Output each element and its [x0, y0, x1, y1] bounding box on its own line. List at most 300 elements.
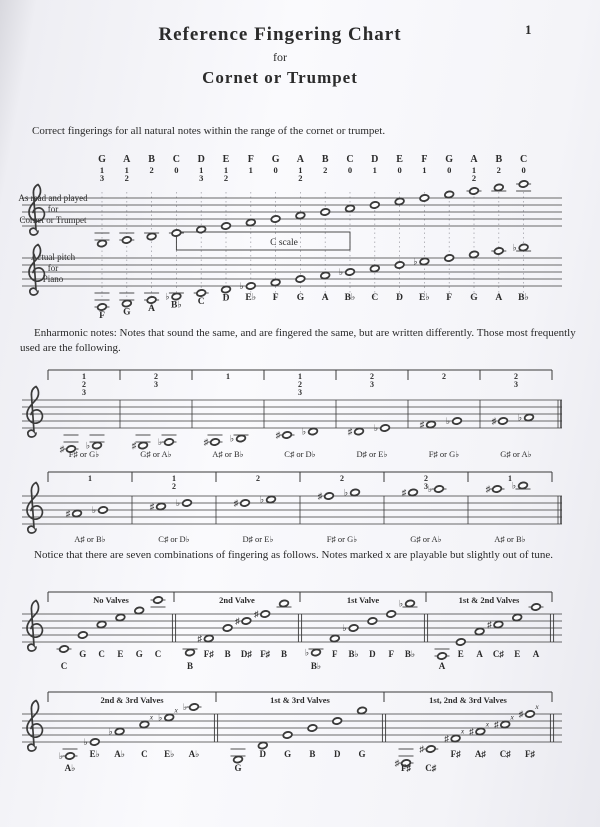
note-letter: F♯: [401, 763, 411, 773]
flat-accidental: ♭: [157, 437, 163, 448]
note-letter: A: [470, 154, 478, 165]
fingering-number: 2: [172, 482, 176, 491]
piano-note-letter: B♭: [344, 293, 356, 303]
whole-note: [139, 721, 149, 729]
whole-note: [525, 710, 535, 718]
note-letter: B♭: [404, 649, 416, 659]
whole-note: [419, 194, 429, 202]
note-letter: E: [117, 649, 124, 659]
valve-group-label: 1st & 3rd Valves: [270, 695, 330, 705]
out-of-tune-x: x: [460, 726, 465, 736]
note-letter: C♯: [425, 763, 437, 773]
piano-note-letter: G: [470, 293, 478, 303]
fingering-number: 2: [124, 173, 129, 183]
sharp-accidental: ♯: [233, 498, 239, 509]
whole-note: [350, 489, 360, 497]
enharmonic-label: G♯ or A♭: [140, 449, 172, 459]
note-letter: G: [445, 154, 454, 165]
whole-note: [444, 191, 454, 199]
note-letter: F: [247, 154, 254, 165]
whole-note: [134, 607, 144, 615]
fingering-number: 1: [471, 165, 477, 175]
note-letter: A: [532, 649, 540, 659]
enharmonic-text: [20, 326, 576, 356]
whole-note: [370, 265, 380, 273]
whole-note: [236, 435, 246, 443]
whole-note: [494, 184, 504, 192]
note-letter: C: [154, 649, 162, 659]
whole-note: [147, 296, 157, 304]
enharmonic-label: C♯ or D♭: [284, 449, 316, 459]
flat-accidental: ♭: [427, 484, 433, 495]
whole-note: [332, 717, 342, 725]
note-letter: E♭: [89, 749, 100, 759]
piano-note-letter: G: [123, 307, 131, 318]
whole-note: [97, 240, 107, 248]
whole-note: [196, 289, 206, 297]
flat-accidental: ♭: [512, 242, 517, 253]
valve-group-label: 2nd Valve: [219, 595, 255, 605]
fingering-number: 1: [422, 165, 427, 175]
fingering-number: 2: [82, 380, 86, 389]
fingering-number: 0: [521, 165, 526, 175]
flat-accidental: ♭: [517, 412, 523, 423]
fingering-number: 3: [154, 380, 158, 389]
out-of-tune-x: x: [510, 712, 514, 722]
whole-note: [78, 631, 88, 639]
sharp-accidental: ♯: [149, 501, 155, 512]
note-letter: A♭: [114, 749, 125, 759]
whole-note: [434, 485, 444, 493]
whole-note: [419, 258, 429, 266]
fingering-number: 1: [226, 372, 230, 381]
enharmonic-label: G♯ or A♭: [500, 449, 532, 459]
enharmonic-label: A♯ or B♭: [74, 534, 106, 544]
whole-note: [320, 208, 330, 216]
whole-note: [367, 617, 377, 625]
flat-accidental: ♭: [85, 440, 91, 451]
fingering-number: 1: [223, 165, 229, 175]
page-title-instrument: Cornet or Trumpet: [202, 68, 358, 87]
enharmonic-label: D♯ or E♭: [356, 449, 388, 459]
note-letter: G: [284, 749, 292, 759]
fingering-number: 0: [397, 165, 402, 175]
fingering-number: 1: [298, 372, 302, 381]
flat-accidental: ♭: [239, 281, 244, 292]
enharmonic-label: G♯ or A♭: [410, 534, 442, 544]
enharmonic-label: F♯ or G♭: [326, 534, 358, 544]
staff-label-line: As read and played: [18, 193, 88, 203]
whole-note: [271, 279, 281, 287]
note-letter: G: [358, 749, 366, 759]
fingering-number: 2: [298, 173, 303, 183]
note-letter: B: [224, 649, 231, 659]
sharp-accidental: ♯: [401, 487, 407, 498]
note-letter: C: [519, 154, 528, 165]
staff-label-line: Cornet or Trumpet: [19, 215, 87, 225]
note-letter: A: [123, 154, 131, 165]
piano-note-letter: A: [495, 293, 503, 303]
whole-note: [271, 215, 281, 223]
note-letter: G: [79, 649, 87, 659]
flat-accidental: ♭: [338, 267, 344, 278]
out-of-tune-x: x: [174, 705, 178, 715]
piano-note-letter: F: [446, 293, 453, 303]
flat-accidental: ♭: [182, 702, 188, 713]
enharmonic-staff-2-figure: [0, 466, 600, 550]
enharmonic-label: A♯ or B♭: [212, 449, 244, 459]
sharp-accidental: ♯: [444, 733, 449, 744]
whole-note: [357, 707, 367, 715]
sharp-accidental: ♯: [317, 491, 323, 502]
fingering-number: 1: [298, 165, 303, 175]
sharp-accidental: ♯: [487, 619, 492, 630]
sharp-accidental: ♯: [235, 616, 240, 627]
piano-note-letter: E♭: [418, 293, 430, 303]
fingering-number: 2: [442, 372, 446, 381]
whole-note: [492, 485, 502, 493]
fingering-number: 3: [199, 173, 204, 183]
staff-label-line: Actual pitch: [30, 252, 76, 262]
whole-note: [65, 752, 75, 760]
whole-note: [282, 431, 292, 439]
enharmonic-lead: Enharmonic notes:: [34, 327, 117, 339]
whole-note: [469, 187, 479, 195]
sharp-accidental: ♯: [491, 416, 497, 427]
staff-label-line: for: [47, 263, 59, 273]
c-scale-label: C scale: [270, 238, 298, 248]
piano-note-letter: A: [148, 304, 156, 314]
sharp-accidental: ♯: [59, 444, 65, 455]
note-letter: C♯: [499, 749, 511, 759]
out-of-tune-x: x: [149, 712, 154, 722]
whole-note: [451, 735, 461, 743]
note-letter: B: [321, 154, 329, 165]
whole-note: [437, 652, 447, 660]
whole-note: [185, 649, 195, 657]
piano-note-letter: B♭: [518, 293, 530, 303]
whole-note: [240, 499, 250, 507]
sharp-accidental: ♯: [131, 440, 137, 451]
note-letter: F♯: [260, 649, 271, 659]
note-letter: B: [148, 154, 155, 165]
piano-note-letter: F: [99, 311, 105, 321]
sharp-accidental: ♯: [419, 744, 425, 755]
sharp-accidental: ♯: [493, 719, 499, 730]
note-letter: A♭: [64, 763, 76, 773]
fingering-number: 3: [370, 380, 374, 389]
fingering-number: 2: [424, 474, 428, 483]
whole-note: [475, 728, 485, 736]
treble-clef-icon: [27, 387, 42, 438]
piano-note-letter: E♭: [245, 293, 257, 303]
whole-note: [246, 219, 256, 227]
flat-accidental: ♭: [165, 291, 170, 302]
piano-note-letter: A: [321, 293, 329, 303]
fingering-number: 1: [172, 474, 176, 483]
note-letter: A: [438, 661, 446, 671]
whole-note: [98, 506, 108, 514]
flat-accidental: ♭: [413, 256, 418, 267]
flat-accidental: ♭: [398, 598, 404, 609]
note-letter: A: [476, 649, 483, 659]
fingering-number: 2: [323, 165, 328, 175]
sharp-accidental: ♯: [253, 609, 259, 620]
fingering-number: 1: [248, 165, 253, 175]
note-letter: E: [396, 154, 403, 165]
whole-note: [164, 438, 174, 446]
whole-note: [395, 198, 405, 206]
fingering-number: 1: [508, 474, 512, 483]
enharmonic-label: C♯ or D♭: [158, 534, 190, 544]
piano-note-letter: F: [272, 293, 279, 303]
out-of-tune-x: x: [485, 719, 490, 729]
staff-label-line: for: [47, 204, 59, 214]
note-letter: C: [60, 661, 68, 671]
fingering-number: 2: [149, 165, 154, 175]
sharp-accidental: ♯: [469, 726, 474, 737]
note-letter: A♯: [474, 749, 486, 759]
whole-note: [452, 417, 462, 425]
whole-note: [500, 721, 510, 729]
whole-note: [426, 421, 436, 429]
note-letter: D: [369, 649, 376, 659]
whole-note: [469, 251, 479, 259]
enharmonic-label: A♯ or B♭: [494, 534, 526, 544]
fingering-number: 1: [372, 165, 377, 175]
fingering-number: 2: [514, 372, 518, 381]
note-letter: D: [333, 749, 341, 759]
whole-note: [311, 649, 321, 657]
whole-note: [122, 300, 132, 308]
sharp-accidental: ♯: [347, 426, 353, 437]
whole-note: [171, 229, 181, 237]
whole-note: [295, 212, 305, 220]
whole-note: [395, 261, 405, 269]
enharmonic-rest: Notes that sound the same, and are fingered the same, but are written differently. Those most frequently used are the following.: [20, 327, 576, 354]
whole-note: [494, 247, 504, 255]
fingering-number: 2: [256, 474, 260, 483]
whole-note: [475, 628, 485, 636]
flat-accidental: ♭: [373, 423, 379, 434]
note-letter: F♯: [203, 649, 214, 659]
flat-accidental: ♭: [343, 487, 349, 498]
flat-accidental: ♭: [229, 433, 235, 444]
enharmonic-label: D♯ or E♭: [242, 534, 274, 544]
whole-note: [266, 496, 276, 504]
whole-note: [408, 489, 418, 497]
sharp-accidental: ♯: [275, 430, 281, 441]
fingering-number: 0: [447, 165, 452, 175]
whole-note: [324, 492, 334, 500]
valve-group-label: 2nd & 3rd Valves: [100, 695, 164, 705]
note-letter: E: [222, 154, 230, 165]
piano-note-letter: C: [197, 297, 205, 307]
page-title: Reference Fingering Chart: [158, 24, 402, 45]
whole-note: [386, 610, 396, 618]
note-letter: E: [514, 649, 521, 659]
note-letter: D♯: [240, 649, 252, 659]
whole-note: [246, 282, 256, 290]
whole-note: [223, 624, 233, 632]
whole-note: [115, 728, 125, 736]
fingering-number: 3: [82, 388, 86, 397]
fingering-number: 2: [471, 173, 477, 183]
staff-label-line: Piano: [42, 274, 64, 284]
fingering-number: 3: [99, 173, 105, 183]
valve-combinations-staff-1-figure: [0, 584, 600, 680]
whole-note: [295, 275, 305, 283]
whole-note: [426, 745, 436, 753]
page-number: 1: [525, 22, 532, 37]
note-letter: F: [332, 649, 338, 659]
note-letter: B: [186, 661, 194, 671]
flat-accidental: ♭: [58, 751, 64, 762]
note-letter: A: [296, 154, 305, 165]
note-letter: G: [271, 154, 280, 165]
valve-group-label: 1st & 2nd Valves: [458, 595, 520, 605]
whole-note: [354, 428, 364, 436]
fingering-number: 0: [273, 165, 278, 175]
fingering-number: 1: [124, 165, 129, 175]
fingering-number: 1: [99, 165, 105, 175]
page-title-for: for: [273, 50, 287, 64]
enharmonic-label: F♯ or G♭: [68, 449, 100, 459]
whole-note: [241, 617, 251, 625]
flat-accidental: ♭: [511, 480, 517, 491]
fingering-number: 1: [82, 372, 86, 381]
whole-note: [164, 714, 174, 722]
whole-note: [493, 621, 503, 629]
fingering-number: 0: [174, 165, 179, 175]
whole-note: [182, 499, 192, 507]
whole-note: [115, 614, 125, 622]
note-letter: C: [98, 649, 105, 659]
whole-note: [518, 482, 528, 490]
whole-note: [97, 303, 107, 311]
fingering-number: 3: [298, 388, 302, 397]
whole-note: [279, 600, 289, 608]
intro-text: Correct fingerings for all natural notes within the range of the cornet or trumpet.: [32, 125, 386, 137]
piano-note-letter: B♭: [170, 300, 182, 311]
whole-note: [97, 621, 107, 629]
whole-note: [204, 635, 214, 643]
flat-accidental: ♭: [301, 426, 307, 437]
piano-note-letter: C: [371, 293, 379, 303]
note-letter: B♭: [310, 661, 322, 671]
fingering-number: 1: [199, 165, 204, 175]
whole-note: [122, 236, 132, 244]
notice-text: Notice that there are seven combinations of fingering as follows. Notes marked x are playable but slightly out of tune.: [34, 549, 553, 561]
whole-note: [221, 222, 231, 230]
whole-note: [370, 201, 380, 209]
note-letter: D: [371, 154, 379, 165]
piano-note-letter: D: [222, 293, 230, 304]
note-letter: B: [309, 749, 316, 759]
note-letter: G: [98, 154, 106, 165]
note-letter: G: [135, 649, 143, 659]
whole-note: [189, 703, 199, 711]
treble-clef-icon: [27, 701, 42, 752]
whole-note: [345, 205, 355, 213]
fingering-number: 3: [514, 380, 518, 389]
flat-accidental: ♭: [342, 623, 347, 634]
piano-note-letter: G: [296, 293, 305, 303]
sharp-accidental: ♯: [485, 484, 491, 495]
whole-note: [308, 428, 318, 436]
note-letter: E: [457, 649, 464, 659]
flat-accidental: ♭: [158, 712, 163, 723]
note-letter: B: [280, 649, 288, 659]
whole-note: [283, 731, 293, 739]
flat-accidental: ♭: [83, 737, 88, 748]
treble-clef-icon: [29, 245, 44, 296]
note-letter: F♯: [525, 749, 535, 759]
whole-note: [330, 635, 340, 643]
note-letter: A♭: [188, 749, 200, 759]
valve-combinations-staff-2-figure: [0, 684, 600, 794]
c-scale-bracket: [176, 232, 350, 250]
whole-note: [444, 254, 454, 262]
note-letter: C: [172, 154, 181, 165]
fingering-number: 3: [424, 482, 428, 491]
whole-note: [260, 610, 270, 618]
whole-note: [156, 503, 166, 511]
whole-note: [90, 738, 100, 746]
sharp-accidental: ♯: [518, 709, 524, 720]
whole-note: [519, 180, 529, 188]
note-letter: C: [346, 154, 354, 165]
treble-clef-icon: [27, 601, 42, 652]
flat-accidental: ♭: [259, 494, 265, 505]
whole-note: [210, 438, 220, 446]
flat-accidental: ♭: [445, 416, 451, 427]
fingering-number: 1: [88, 474, 92, 483]
enharmonic-label: F♯ or G♭: [428, 449, 460, 459]
fingering-number: 0: [347, 165, 353, 175]
valve-group-label: 1st Valve: [346, 595, 380, 605]
fingering-number: 2: [154, 372, 158, 381]
flat-accidental: ♭: [108, 726, 113, 737]
fingering-number: 2: [370, 372, 374, 381]
enharmonic-staff-1-figure: [0, 362, 600, 462]
whole-note: [456, 638, 466, 646]
whole-note: [171, 293, 181, 301]
range-chart-figure: [0, 148, 600, 330]
whole-note: [345, 268, 355, 276]
whole-note: [320, 272, 330, 280]
note-letter: C: [141, 749, 148, 759]
whole-note: [512, 614, 522, 622]
fingering-number: 2: [496, 165, 501, 175]
fingering-number: 2: [223, 173, 229, 183]
sharp-accidental: ♯: [197, 633, 203, 644]
sharp-accidental: ♯: [203, 437, 209, 448]
whole-note: [307, 724, 317, 732]
whole-note: [531, 603, 541, 611]
whole-note: [380, 424, 390, 432]
whole-note: [349, 624, 359, 632]
whole-note: [498, 417, 508, 425]
sharp-accidental: ♯: [419, 419, 425, 430]
treble-clef-icon: [29, 185, 44, 236]
note-letter: F♯: [450, 749, 461, 759]
note-letter: D: [197, 154, 205, 165]
treble-clef-icon: [27, 483, 42, 534]
valve-group-label: 1st, 2nd & 3rd Valves: [429, 695, 507, 705]
whole-note: [59, 645, 69, 653]
sharp-accidental: ♯: [394, 758, 400, 769]
